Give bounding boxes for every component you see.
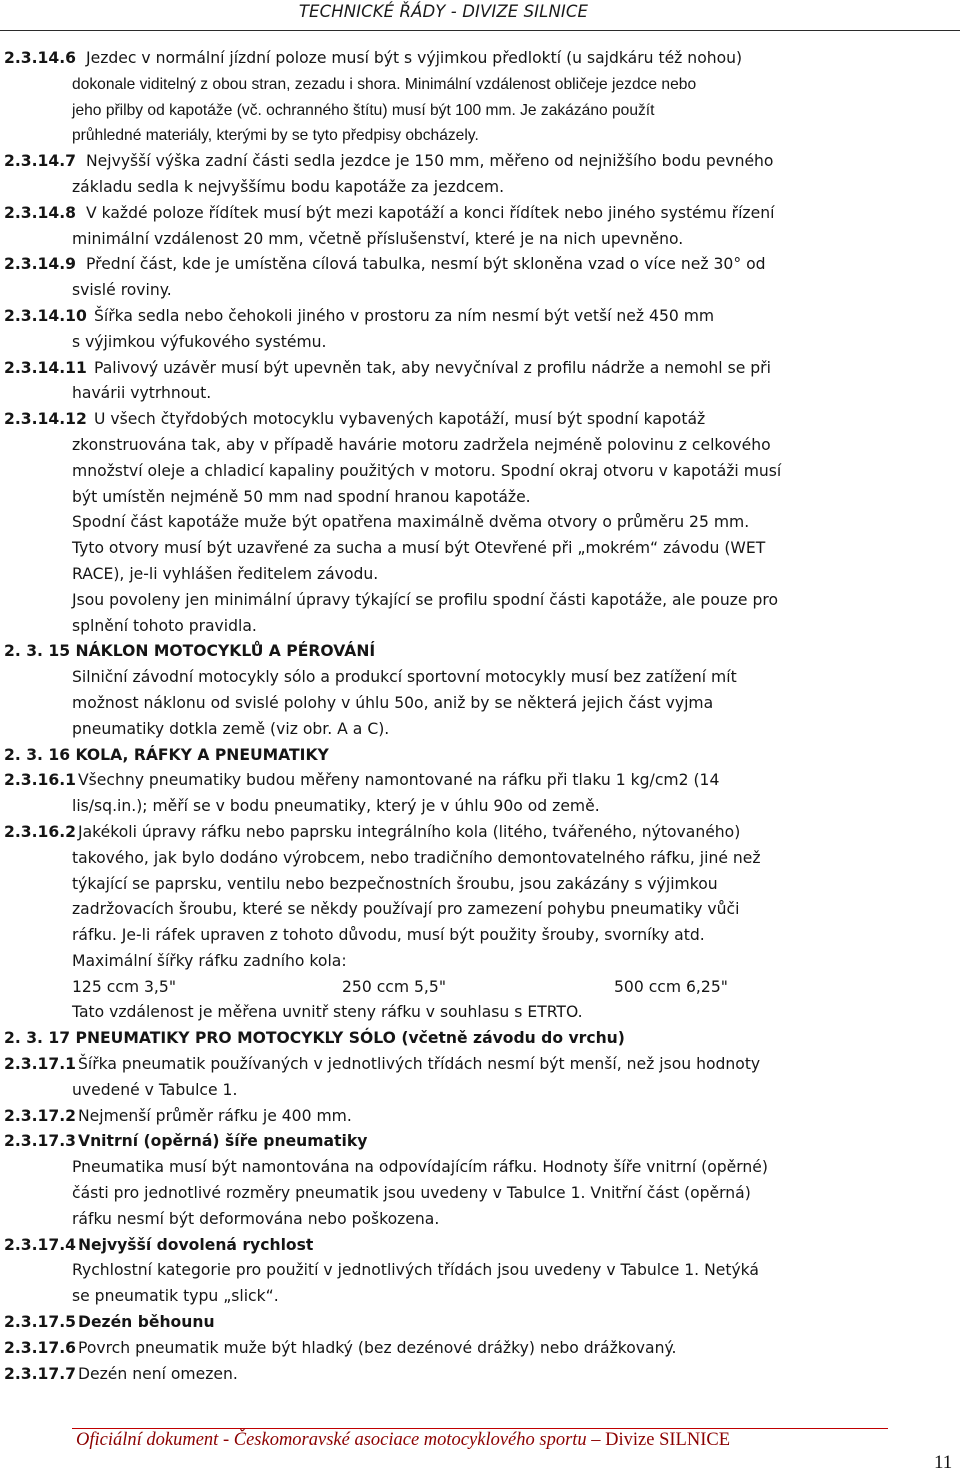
- section-number: 2.3.14.11: [4, 358, 87, 377]
- section-heading: 2. 3. 16 KOLA, RÁFKY A PNEUMATIKY: [4, 745, 329, 764]
- text-line: takového, jak bylo dodáno výrobcem, nebo tradičního demontovatelného ráfku, jiné než: [72, 848, 761, 867]
- text-line: Nejvyšší výška zadní části sedla jezdce je 150 mm, měřeno od nejnižšího bodu pevného: [86, 152, 774, 171]
- text-line: Rychlostní kategorie pro použití v jednotlivých třídách jsou uvedeny v Tabulce 1. Netýká: [72, 1261, 759, 1280]
- text-line: Palivový uzávěr musí být upevněn tak, aby nevyčníval z profilu nádrže a nemohl se při: [94, 358, 771, 377]
- text-line: Šířka pneumatik používaných v jednotlivých třídách nesmí být menší, než jsou hodnoty: [78, 1055, 761, 1074]
- text-line: základu sedla k nejvyššímu bodu kapotáže za jezdcem.: [72, 177, 505, 196]
- section-2-3-16-1: [0, 768, 960, 820]
- text-line: Všechny pneumatiky budou měřeny namontované na ráfku při tlaku 1 kg/cm2 (14: [78, 771, 720, 790]
- text-line: Tato vzdálenost je měřena uvnitř steny ráfku v souhlasu s ETRTO.: [72, 1003, 583, 1022]
- text-line: Tyto otvory musí být uzavřené za sucha a musí být Otevřené při „mokrém“ závodu (WET: [72, 539, 766, 558]
- section-number: 2.3.17.3: [4, 1132, 77, 1151]
- footer-text: [76, 1430, 730, 1451]
- text-line: ráfku. Je-li ráfek upraven z tohoto důvodu, musí být použity šrouby, svorníky atd.: [72, 926, 705, 945]
- subsection-title: Vnitrní (opěrná) šíře pneumatiky: [78, 1132, 368, 1151]
- section-number: 2.3.14.8: [4, 203, 77, 222]
- section-number: 2.3.14.9: [4, 255, 77, 274]
- text-line: minimální vzdálenost 20 mm, včetně příslušenství, které je na nich upevněno.: [72, 229, 684, 248]
- text-line: jeho přilby od kapotáže (vč. ochranného štítu) musí být 100 mm. Je zakázáno použít: [72, 101, 655, 119]
- footer-organization: Oficiální dokument - Českomoravské asociace motocyklového sportu –: [76, 1430, 601, 1450]
- text-line: průhledné materiály, kterými by se tyto předpisy obcházely.: [72, 127, 479, 145]
- text-line: V každé poloze řídítek musí být mezi kapotáží a konci řídítek nebo jiného systému řízení: [86, 203, 775, 222]
- text-line: být umístěn nejméně 50 mm nad spodní hranou kapotáže.: [72, 487, 531, 506]
- section-2-3-16: [0, 743, 960, 769]
- section-2-3-17: [0, 1026, 960, 1052]
- text-line: havárii vytrhnout.: [72, 384, 212, 403]
- text-line: uvedené v Tabulce 1.: [72, 1080, 238, 1099]
- text-line: Šířka sedla nebo čehokoli jiného v prostoru za ním nesmí být vetší než 450 mm: [94, 306, 715, 325]
- section-2-3-14-9: [0, 252, 960, 304]
- section-number: 2.3.17.6: [4, 1338, 77, 1357]
- header-divider: [0, 30, 960, 31]
- section-heading: 2. 3. 17 PNEUMATIKY PRO MOTOCYKLY SÓLO (včetně závodu do vrchu): [4, 1029, 625, 1048]
- text-line: zkonstruována tak, aby v případě havárie motoru zadržela nejméně polovinu z celkového: [72, 435, 771, 454]
- section-number: 2.3.14.6: [4, 49, 77, 67]
- text-line: Jsou povoleny jen minimální úpravy týkající se profilu spodní části kapotáže, ale pouze pro: [72, 590, 778, 609]
- text-line: Dezén není omezen.: [78, 1364, 238, 1383]
- text-line: Nejmenší průměr ráfku je 400 mm.: [78, 1106, 352, 1125]
- section-number: 2.3.17.5: [4, 1313, 77, 1332]
- text-line: ráfku nesmí být deformována nebo poškozena.: [72, 1209, 440, 1228]
- section-2-3-15: [0, 639, 960, 742]
- text-line: Jezdec v normální jízdní poloze musí být s výjimkou předloktí (u sajdkáru též nohou): [86, 49, 743, 67]
- section-number: 2.3.17.4: [4, 1235, 77, 1254]
- text-line: Spodní část kapotáže muže být opatřena maximálně dvěma otvory o průměru 25 mm.: [72, 513, 750, 532]
- footer-division: Divize SILNICE: [605, 1430, 731, 1450]
- subsection-title: Nejvyšší dovolená rychlost: [78, 1235, 314, 1254]
- text-line: s výjimkou výfukového systému.: [72, 332, 327, 351]
- section-2-3-17-4: [0, 1233, 960, 1310]
- section-number: 2.3.14.7: [4, 152, 77, 171]
- text-line: Povrch pneumatik muže být hladký (bez dezénové drážky) nebo drážkovaný.: [78, 1338, 677, 1357]
- section-2-3-17-3: [0, 1129, 960, 1232]
- text-line: svislé roviny.: [72, 281, 172, 300]
- section-number: 2.3.17.7: [4, 1364, 77, 1383]
- document-body: [0, 46, 960, 1387]
- header-title: TECHNICKÉ ŘÁDY - DIVIZE SILNICE: [298, 2, 588, 21]
- page-header: [0, 0, 960, 34]
- section-number: 2.3.17.1: [4, 1055, 77, 1074]
- text-line: U všech čtyřdobých motocyklu vybavených kapotáží, musí být spodní kapotáž: [94, 410, 706, 429]
- rim-width-250: 250 ccm 5,5": [342, 977, 446, 996]
- section-number: 2.3.14.10: [4, 306, 87, 325]
- rim-width-500: 500 ccm 6,25": [614, 977, 728, 996]
- text-line: Silniční závodní motocykly sólo a produkcí sportovní motocykly musí bez zatížení mít: [72, 668, 737, 687]
- section-2-3-17-5: [0, 1310, 960, 1336]
- text-line: pneumatiky dotkla země (viz obr. A a C).: [72, 719, 390, 738]
- text-line: Pneumatika musí být namontována na odpovídajícím ráfku. Hodnoty šíře vnitrní (opěrné): [72, 1158, 768, 1177]
- section-number: 2.3.17.2: [4, 1106, 77, 1125]
- text-line: splnění tohoto pravidla.: [72, 616, 257, 635]
- text-line: množství oleje a chladicí kapaliny použitých v motoru. Spodní okraj otvoru v kapotáži musí: [72, 461, 782, 480]
- text-line: dokonale viditelný z obou stran, zezadu i shora. Minimální vzdálenost obličeje jezdce nebo: [72, 75, 697, 93]
- page-number: 11: [934, 1452, 953, 1473]
- section-heading: 2. 3. 15 NÁKLON MOTOCYKLŮ A PÉROVÁNÍ: [4, 642, 376, 661]
- text-line: Přední část, kde je umístěna cílová tabulka, nesmí být skloněna vzad o více než 30° od: [86, 255, 766, 274]
- rim-width-row: [72, 975, 960, 1001]
- section-2-3-17-1: [0, 1052, 960, 1104]
- footer-divider: [72, 1428, 888, 1429]
- section-number: 2.3.14.12: [4, 410, 87, 429]
- section-2-3-16-2: [0, 820, 960, 1026]
- text-line: části pro jednotlivé rozměry pneumatik jsou uvedeny v Tabulce 1. Vnitřní část (opěrná): [72, 1184, 751, 1203]
- text-line: se pneumatik typu „slick“.: [72, 1287, 279, 1306]
- subsection-title: Dezén běhounu: [78, 1313, 215, 1332]
- section-2-3-14-7: [0, 149, 960, 201]
- rim-width-125: 125 ccm 3,5": [72, 977, 176, 996]
- section-2-3-14-8: [0, 201, 960, 253]
- text-line: lis/sq.in.); měří se v bodu pneumatiky, který je v úhlu 90o od země.: [72, 797, 600, 816]
- section-2-3-17-6: [0, 1336, 960, 1362]
- section-2-3-17-7: [0, 1362, 960, 1388]
- section-2-3-14-10: [0, 304, 960, 356]
- section-2-3-14-11: [0, 356, 960, 408]
- section-number: 2.3.16.1: [4, 771, 77, 790]
- section-2-3-14-12: [0, 407, 960, 639]
- section-2-3-14-6: [0, 46, 960, 149]
- text-line: RACE), je-li vyhlášen ředitelem závodu.: [72, 564, 379, 583]
- text-line: možnost náklonu od svislé polohy v úhlu 50o, aniž by se některá jejich část vyjma: [72, 693, 714, 712]
- section-2-3-17-2: [0, 1104, 960, 1130]
- text-line: zadržovacích šroubu, které se někdy používají pro zamezení pohybu pneumatiky vůči: [72, 900, 740, 919]
- text-line: Jakékoli úpravy ráfku nebo paprsku integrálního kola (litého, tvářeného, nýtovaného): [78, 822, 741, 841]
- text-line: týkající se paprsku, ventilu nebo bezpečnostních šroubu, jsou zakázány s výjimkou: [72, 874, 718, 893]
- section-number: 2.3.16.2: [4, 822, 77, 841]
- text-line: Maximální šířky ráfku zadního kola:: [72, 951, 347, 970]
